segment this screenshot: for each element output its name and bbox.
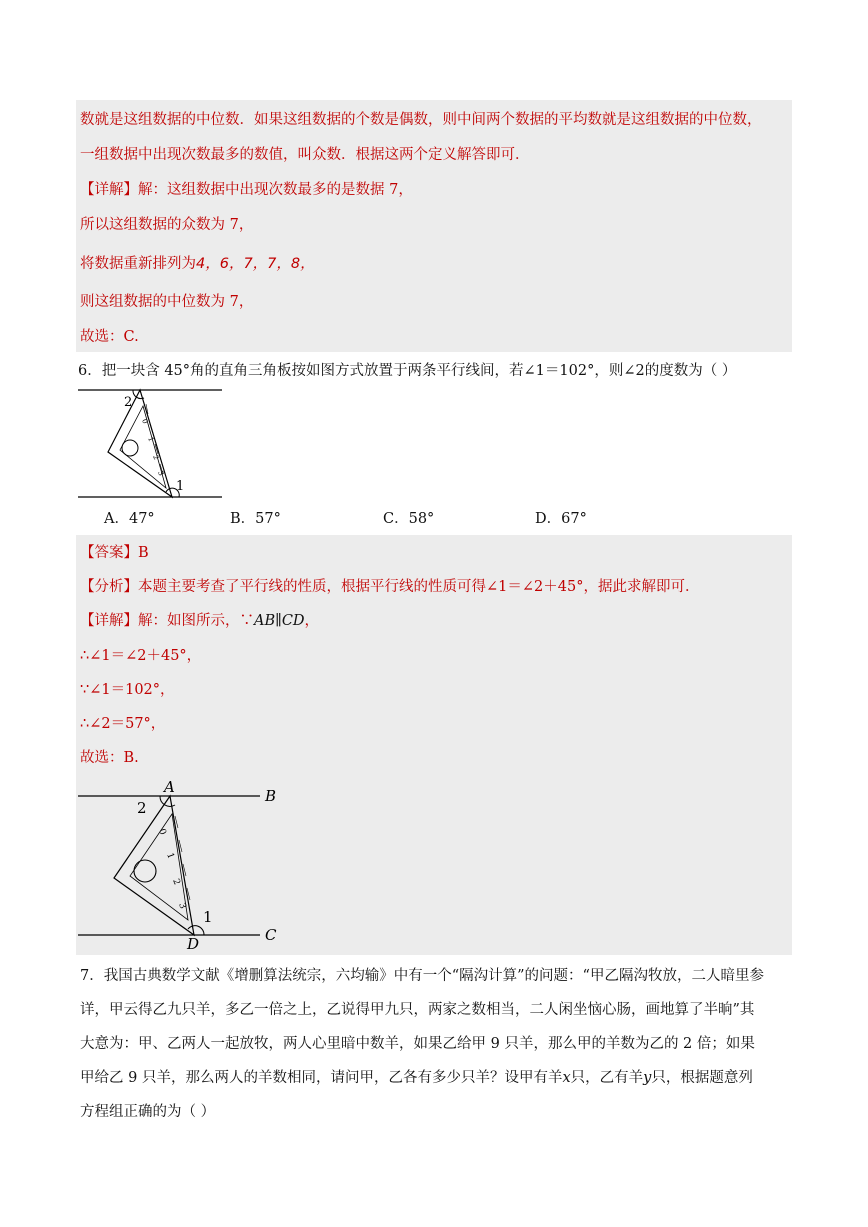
prev-solution-line-1: 数就是这组数据的中位数．如果这组数据的个数是偶数，则中间两个数据的平均数就是这组数据的中位数， — [80, 112, 762, 128]
q6-step-2: ∵∠1＝102°， — [80, 682, 175, 698]
point-b-label: B — [265, 787, 277, 805]
q6-option-d[interactable]: D．67° — [535, 511, 587, 527]
q7-line-5: 方程组正确的为（ ） — [80, 1104, 216, 1120]
ruler-tick-3: 3 — [156, 469, 166, 477]
q6-option-b[interactable]: B．57° — [230, 511, 281, 527]
q6-detail: 【详解】解：如图所示，∵AB∥CD， — [80, 613, 320, 629]
detail-tag: 【详解】 — [80, 613, 138, 629]
angle1-label: 1 — [176, 479, 185, 494]
analysis-text: 本题主要考查了平行线的性质，根据平行线的性质可得∠1＝∠2＋45°，据此求解即可． — [138, 579, 700, 595]
ruler-tick-1: 1 — [146, 435, 156, 443]
var-x: x — [562, 1070, 571, 1086]
q6-option-c[interactable]: C．58° — [383, 511, 435, 527]
ruler-tick-0: 0 — [140, 417, 150, 425]
reorder-values: 4，6，7，7，8， — [196, 256, 315, 272]
q6-step-3: ∴∠2＝57°， — [80, 716, 166, 732]
angle2-arc — [160, 796, 175, 806]
analysis-tag: 【分析】 — [80, 579, 138, 595]
ruler-tick-2: 2 — [170, 877, 182, 887]
detail-math: AB∥CD — [254, 613, 305, 629]
q7-line-2: 详，甲云得乙九只羊，多乙一倍之上，乙说得甲九只，两家之数相当，二人闲坐恼心肠，画地算了半晌”其 — [80, 1002, 755, 1018]
q7-line-1: 7．我国古典数学文献《增删算法统宗，六均输》中有一个“隔沟计算”的问题：“甲乙隔沟牧放，二人暗里参 — [80, 968, 764, 984]
ruler-hole — [122, 440, 138, 456]
q7-line-3: 大意为：甲、乙两人一起放牧，两人心里暗中数羊，如果乙给甲 9 只羊，那么甲的羊数为乙的 2 倍；如果 — [80, 1036, 755, 1052]
angle1-arc — [188, 926, 204, 935]
q6-stem: 6．把一块含 45°角的直角三角板按如图方式放置于两条平行线间，若∠1＝102°，则∠2的度数为（ ） — [78, 363, 737, 379]
q6-step-1: ∴∠1＝∠2＋45°， — [80, 648, 202, 664]
detail-text: 解：如图所示，∵ — [138, 613, 254, 629]
q6-conclusion: 故选：B. — [80, 750, 139, 766]
angle1-label: 1 — [203, 908, 213, 926]
prev-solution-line-4: 所以这组数据的众数为 7， — [80, 217, 254, 233]
ruler-tick-3: 3 — [176, 901, 188, 911]
point-a-label: A — [164, 778, 175, 796]
q6-option-a[interactable]: A．47° — [104, 511, 155, 527]
point-c-label: C — [265, 926, 277, 944]
prev-solution-line-5 — [80, 254, 315, 274]
angle2-label: 2 — [137, 799, 147, 817]
prev-solution-line-2: 一组数据中出现次数最多的数值，叫众数．根据这两个定义解答即可． — [80, 147, 530, 163]
ruler-hole — [134, 860, 156, 882]
triangle-ruler — [108, 390, 172, 497]
q7-line-4: 甲给乙 9 只羊，那么两人的羊数相同，请问甲，乙各有多少只羊？设甲有羊x只，乙有羊y只，根据题意列 — [80, 1070, 753, 1086]
point-d-label: D — [187, 935, 200, 950]
q6-answer: 【答案】B — [80, 545, 149, 561]
ruler-tick-1: 1 — [164, 851, 176, 861]
angle2-label: 2 — [124, 395, 133, 410]
detail-tag: 【详解】 — [80, 182, 138, 198]
q6-analysis — [80, 577, 699, 597]
detail-text: 解：这组数据中出现次数最多的是数据 7， — [138, 182, 413, 198]
q6-figure — [78, 384, 228, 504]
reorder-prefix: 将数据重新排列为 — [80, 256, 196, 272]
q6-solution-figure — [76, 778, 286, 950]
ruler-tick-0: 0 — [156, 827, 168, 837]
prev-solution-line-6: 则这组数据的中位数为 7， — [80, 294, 254, 310]
ruler-tick-2: 2 — [151, 453, 161, 461]
var-y: y — [643, 1070, 652, 1086]
prev-solution-detail — [80, 180, 413, 200]
prev-solution-conclusion: 故选：C. — [80, 329, 139, 345]
